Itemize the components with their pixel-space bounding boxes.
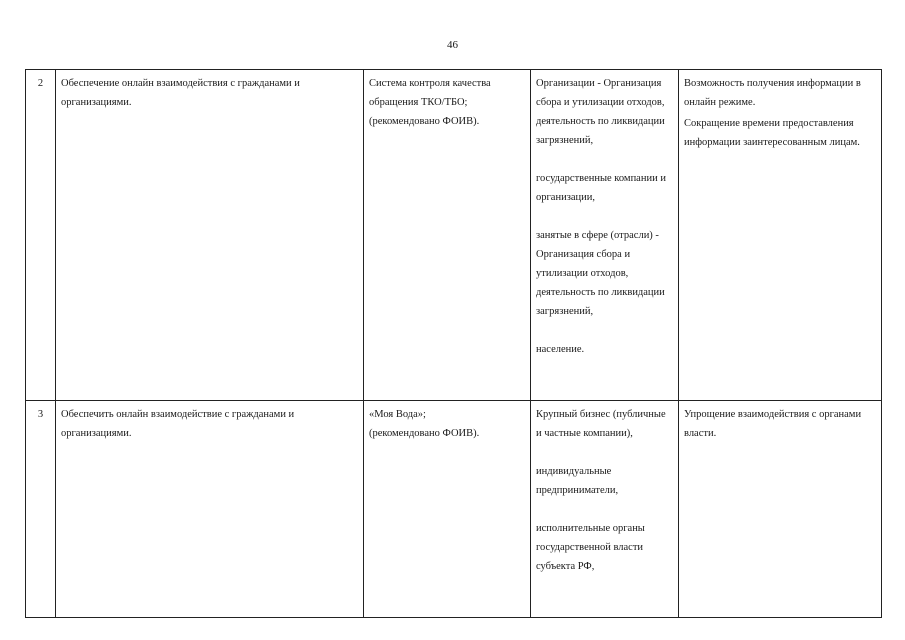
system-note: (рекомендовано ФОИВ).: [369, 428, 480, 439]
organization-item: государственные компании и организации,: [536, 173, 666, 203]
result-item: Упрощение взаимодействия с органами власти.: [684, 409, 862, 439]
system-name: Система контроля качества обращения ТКО/ТБО;: [369, 78, 491, 108]
organization-item: Крупный бизнес (публичные и частные компании),: [536, 409, 666, 439]
system-cell: [364, 70, 531, 401]
organization-item: занятые в сфере (отрасли) - Организация сбора и утилизации отходов, деятельность по ликвидации загрязнений,: [536, 230, 665, 317]
organization-item: Организации - Организация сбора и утилизации отходов, деятельность по ликвидации загрязнений,: [536, 78, 665, 146]
result-cell: [679, 70, 882, 401]
table-row: [26, 401, 882, 618]
organization-item: исполнительные органы государственной власти субъекта РФ,: [536, 523, 645, 572]
result-cell: [679, 401, 882, 618]
task-text: Обеспечить онлайн взаимодействие с гражданами и организациями.: [61, 409, 295, 439]
organizations-cell: [531, 70, 679, 401]
task-text: Обеспечение онлайн взаимодействия с гражданами и организациями.: [61, 78, 300, 108]
organizations-cell: [531, 401, 679, 618]
row-number: 3: [26, 401, 56, 618]
system-name: «Моя Вода»;: [369, 409, 426, 420]
row-number: 2: [26, 70, 56, 401]
measures-table: [25, 69, 882, 618]
result-item: Возможность получения информации в онлайн режиме.: [684, 78, 861, 108]
organization-item: население.: [536, 344, 585, 355]
table-row: [26, 70, 882, 401]
task-cell: [56, 401, 364, 618]
organization-item: индивидуальные предприниматели,: [536, 466, 619, 496]
task-cell: [56, 70, 364, 401]
system-note: (рекомендовано ФОИВ).: [369, 116, 480, 127]
system-cell: [364, 401, 531, 618]
result-item: Сокращение времени предоставления информации заинтересованным лицам.: [684, 118, 860, 148]
page-number: 46: [447, 39, 458, 51]
